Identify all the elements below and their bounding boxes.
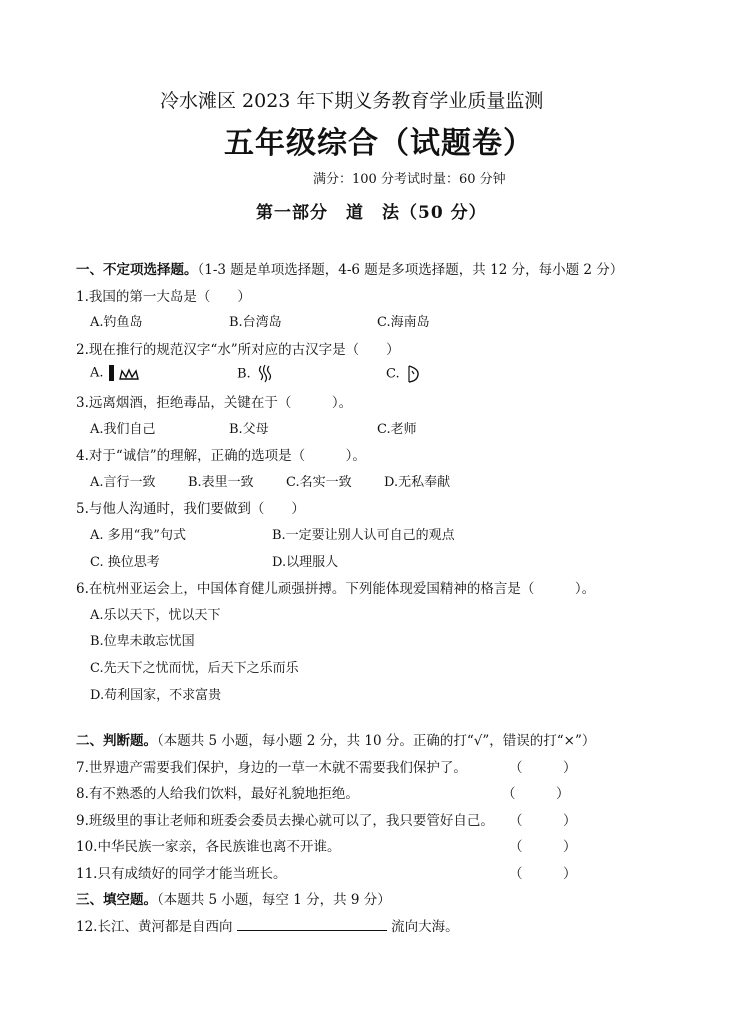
q5-option-b: B.一定要让别人认可自己的观点 xyxy=(272,528,455,543)
section3-heading: 三、填空题。 xyxy=(76,892,157,908)
q4-option-a: A.言行一致 xyxy=(90,475,156,490)
question-7: 7.世界遗产需要我们保护，身边的一草一木就不需要我们保护了。 xyxy=(76,760,467,776)
q2-option-c xyxy=(386,364,422,384)
section2-header xyxy=(76,729,595,749)
section1-header xyxy=(76,258,623,278)
question-2: 2.现在推行的规范汉字“水”所对应的古汉字是（ ） xyxy=(76,342,400,358)
question-5: 5.与他人沟通时，我们要做到（ ） xyxy=(76,501,305,517)
ancient-water-glyph-b-icon xyxy=(255,364,275,384)
q6-option-c: C.先天下之忧而忧，后天下之乐而乐 xyxy=(90,661,299,676)
ancient-water-glyph-a-icon xyxy=(108,364,144,382)
q12-text-before: 12.长江、黄河都是自西向 xyxy=(76,919,233,935)
question-4: 4.对于“诚信”的理解，正确的选项是（ ）。 xyxy=(76,448,366,464)
question-6: 6.在杭州亚运会上，中国体育健儿顽强拼搏。下列能体现爱国精神的格言是（ ）。 xyxy=(76,581,596,597)
answer-blank-8[interactable]: （ ） xyxy=(502,786,570,802)
q12-text-after: 流向大海。 xyxy=(391,919,459,935)
q1-option-a: A.钓鱼岛 xyxy=(90,315,143,330)
answer-blank-7[interactable]: （ ） xyxy=(509,760,577,776)
q2-option-b-label: B. xyxy=(237,366,251,382)
q6-option-d: D.苟利国家，不求富贵 xyxy=(90,688,222,703)
question-3: 3.远离烟酒，拒绝毒品，关键在于（ ）。 xyxy=(76,395,353,411)
section3-note: （本题共 5 小题，每空 1 分，共 9 分） xyxy=(157,892,391,908)
q1-option-b: B.台湾岛 xyxy=(229,315,282,330)
q3-option-c: C.老师 xyxy=(377,422,417,437)
exam-meta: 满分：100 分考试时量：60 分钟 xyxy=(313,172,506,187)
q6-option-a: A.乐以天下，忧以天下 xyxy=(90,608,221,623)
q5-option-a: A. 多用“我”句式 xyxy=(90,528,186,543)
section1-heading: 一、不定项选择题。 xyxy=(76,262,198,278)
answer-blank-11[interactable]: （ ） xyxy=(509,866,577,882)
part-heading: 第一部分 道 法（50 分） xyxy=(256,203,487,223)
question-8: 8.有不熟悉的人给我们饮料，最好礼貌地拒绝。 xyxy=(76,786,359,802)
section2-heading: 二、判断题。 xyxy=(76,733,157,749)
answer-blank-9[interactable]: （ ） xyxy=(509,813,577,829)
q3-option-b: B.父母 xyxy=(229,422,269,437)
answer-blank-10[interactable]: （ ） xyxy=(509,839,577,855)
q4-option-d: D.无私奉献 xyxy=(384,475,451,490)
q2-option-a-label: A. xyxy=(90,365,104,381)
exam-subtitle: 五年级综合（试题卷） xyxy=(224,126,534,161)
question-1: 1.我国的第一大岛是（ ） xyxy=(76,289,251,305)
q2-option-a xyxy=(90,364,144,382)
q2-option-c-label: C. xyxy=(386,366,400,382)
question-12 xyxy=(76,915,459,935)
q3-option-a: A.我们自己 xyxy=(90,422,156,437)
question-9: 9.班级里的事让老师和班委会委员去操心就可以了，我只要管好自己。 xyxy=(76,813,494,829)
q12-fill-blank[interactable] xyxy=(237,918,387,931)
ancient-moon-glyph-c-icon xyxy=(404,364,422,384)
section1-note: （1-3 题是单项选择题，4-6 题是多项选择题，共 12 分，每小题 2 分） xyxy=(197,262,624,278)
question-10: 10.中华民族一家亲，各民族谁也离不开谁。 xyxy=(76,839,341,855)
section3-header xyxy=(76,888,391,908)
question-11: 11.只有成绩好的同学才能当班长。 xyxy=(76,866,287,882)
q1-option-c: C.海南岛 xyxy=(377,315,430,330)
q5-option-d: D.以理服人 xyxy=(272,555,339,570)
q5-option-c: C. 换位思考 xyxy=(90,555,160,570)
section2-note: （本题共 5 小题，每小题 2 分，共 10 分。正确的打“√”，错误的打“×”） xyxy=(157,733,596,749)
q6-option-b: B.位卑未敢忘忧国 xyxy=(90,634,195,649)
q4-option-c: C.名实一致 xyxy=(286,475,352,490)
q2-option-b xyxy=(237,364,275,384)
q4-option-b: B.表里一致 xyxy=(188,475,254,490)
exam-title: 冷水滩区 2023 年下期义务教育学业质量监测 xyxy=(160,90,544,112)
